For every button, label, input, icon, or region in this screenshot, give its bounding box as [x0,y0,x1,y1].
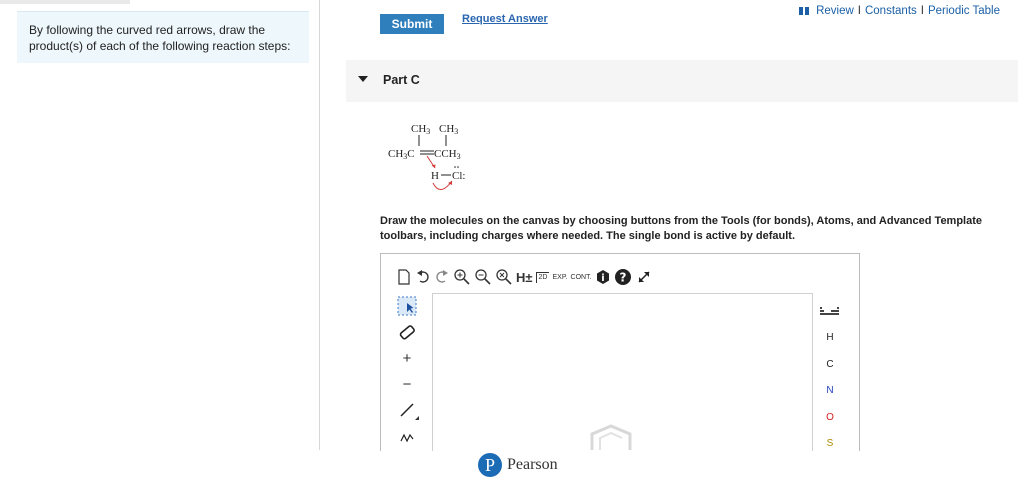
negative-charge-tool[interactable]: − [402,375,412,393]
atom-s[interactable]: S [826,438,834,450]
alkene-left-label: CH3C [388,148,415,161]
zoom-out-icon[interactable] [474,268,492,286]
selection-tool[interactable] [393,293,421,319]
h-atom-label: H [431,170,439,182]
top-toolbar [396,268,653,286]
methyl-left-label: CH3 [411,123,431,136]
fullscreen-icon[interactable] [635,268,653,286]
left-panel [0,0,320,450]
part-header[interactable] [346,60,1018,102]
expand-button[interactable]: EXP. [552,273,568,281]
alkene-right-label: CCH3 [434,148,461,161]
explicit-hydrogens-button[interactable]: H± [516,269,533,285]
atom-c[interactable]: C [826,358,834,370]
atom-o[interactable]: O [826,411,834,423]
new-document-icon[interactable] [396,268,412,286]
book-icon [799,7,809,15]
atom-n[interactable]: N [826,385,834,397]
clear-zoom-icon[interactable] [495,268,513,286]
link-separator: I [857,5,861,17]
zoom-in-icon[interactable] [453,268,471,286]
pearson-branding [478,453,558,477]
methyl-right-label: CH3 [439,123,459,136]
positive-charge-tool[interactable]: + [402,349,412,367]
curved-arrow-2 [433,181,452,190]
svg-text:?: ? [619,270,627,285]
pearson-wordmark: Pearson [507,456,558,473]
two-d-button[interactable]: 2D [536,272,550,283]
constants-link[interactable]: Constants [864,5,917,17]
left-toolbar [393,293,421,449]
review-link[interactable]: Review [816,5,854,17]
help-icon[interactable] [614,268,632,286]
undo-icon[interactable] [415,268,431,286]
eraser-icon[interactable] [393,319,421,345]
prompt-box [17,11,309,63]
left-top-bar [0,0,130,4]
contract-button[interactable]: CONT. [570,273,592,281]
redo-icon[interactable] [434,268,450,286]
periodic-table-link[interactable]: Periodic Table [927,5,1000,17]
single-bond-tool[interactable] [393,397,421,423]
cl-atom-label: Cl: [452,170,466,182]
watermark-icon [588,424,634,452]
reaction-structure [380,115,500,205]
part-title: Part C [383,73,420,87]
pearson-logo-icon: P [478,453,502,477]
periodic-table-icon[interactable] [818,298,842,325]
info-icon[interactable] [595,268,611,286]
svg-text:i: i [600,273,605,284]
instructions-text: Draw the molecules on the canvas by choosing buttons from the Tools (for bonds), Atoms, and Advanced Template toolbars, including charges where needed. The single bond is active by default. [380,215,983,242]
submit-button[interactable]: Submit [380,14,444,34]
prompt-text: By following the curved red arrows, draw the product(s) of each of the following reaction steps: [29,23,291,53]
top-links [799,5,1000,17]
collapse-caret-icon[interactable] [358,76,368,82]
link-separator: I [920,5,924,17]
request-answer-link[interactable]: Request Answer [462,14,548,25]
atom-toolbar [818,298,842,457]
chain-tool[interactable] [393,423,421,449]
atom-h[interactable]: H [826,332,834,344]
